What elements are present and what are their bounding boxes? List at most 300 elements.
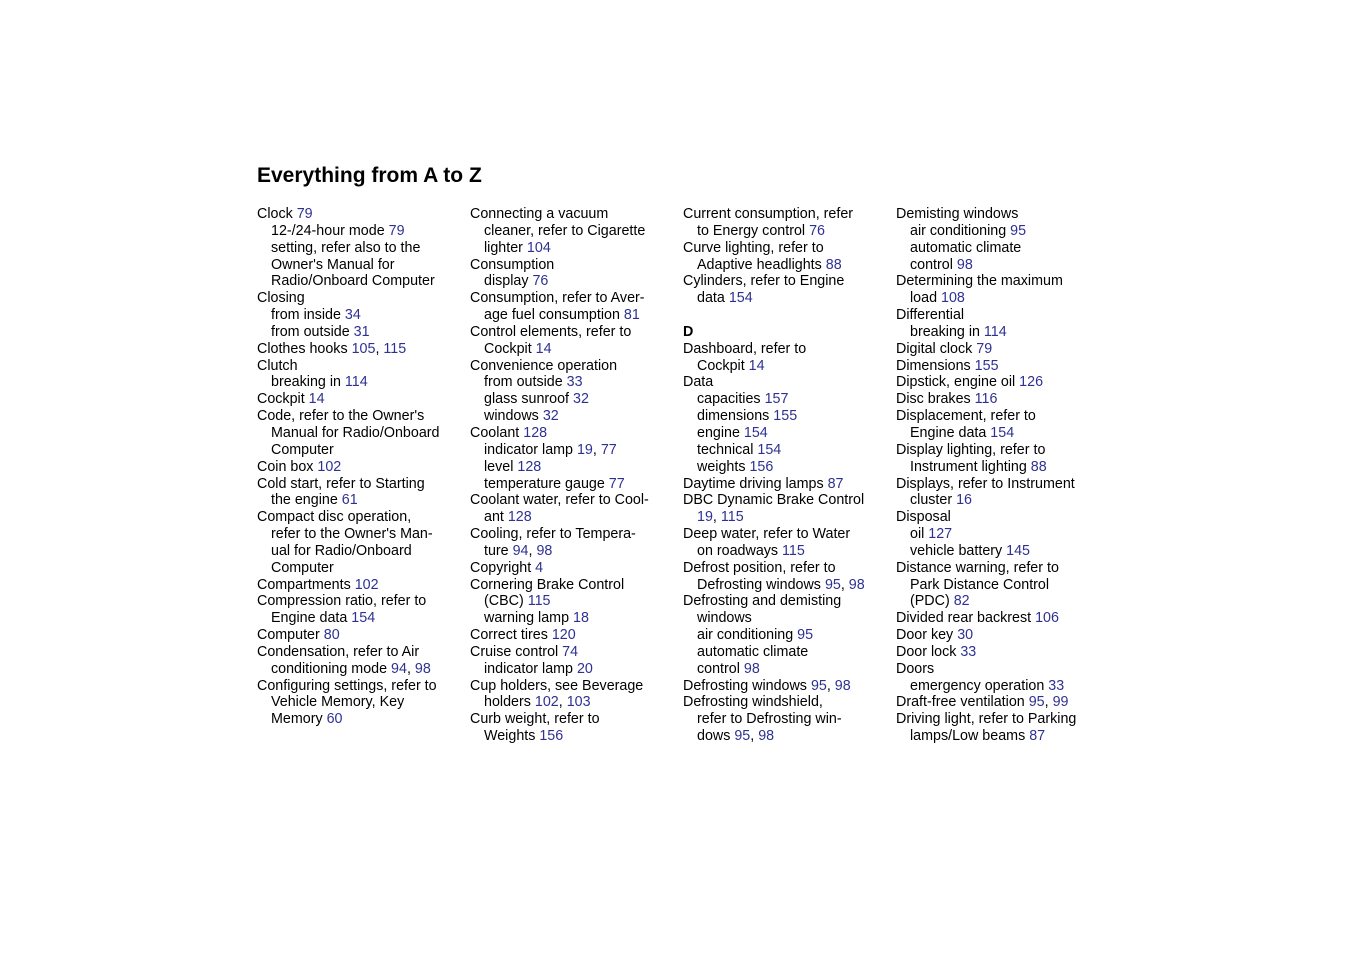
page-reference-link[interactable]: 98 [758,728,775,745]
page-reference-link[interactable]: 102 [534,694,559,711]
entry-text: Weights [484,728,540,745]
page-reference-link[interactable]: 4 [535,559,544,576]
entry-text: warning lamp [484,610,573,627]
index-subentry [683,711,888,728]
page-reference-link[interactable]: 120 [551,627,576,644]
entry-text: on roadways [697,542,783,559]
entry-text: Data [683,374,714,391]
page-reference-link[interactable]: 128 [517,458,542,475]
page-reference-link[interactable]: 103 [566,694,591,711]
entry-text: technical [697,441,758,458]
entry-text: from outside [271,323,354,340]
entry-text: Current consumption, refer [683,206,854,222]
section-letter-heading [683,324,888,341]
entry-text: Digital clock [896,340,977,357]
index-subentry [470,543,675,560]
ref-separator: , [558,694,567,711]
index-subentry [896,593,1101,610]
page-reference-link[interactable]: 33 [1048,677,1065,694]
page-reference-link[interactable]: 77 [608,475,625,492]
page-reference-link[interactable]: 157 [764,391,789,408]
index-subentry [257,273,462,290]
index-subentry [257,610,462,627]
page-reference-link[interactable]: 115 [383,340,407,357]
page-reference-link[interactable]: 32 [542,408,559,425]
entry-text: Dimensions [896,357,975,374]
page-reference-link[interactable]: 114 [344,374,368,391]
index-entry [470,678,675,695]
index-subentry [896,459,1101,476]
page-reference-link[interactable]: 95 [824,576,841,593]
index-subentry [257,711,462,728]
page-reference-link[interactable]: 102 [317,458,342,475]
page-reference-link[interactable]: 99 [1052,694,1069,711]
page-reference-link[interactable]: 155 [773,408,798,425]
page-reference-link[interactable]: 95 [1028,694,1045,711]
entry-text: conditioning mode [271,660,392,677]
entry-text: load [910,290,942,307]
entry-text: Clutch [257,357,298,374]
page-reference-link[interactable]: 95 [1010,222,1027,239]
index-subentry [683,223,888,240]
index-entry [257,408,462,425]
index-entry [896,711,1101,728]
entry-text: ture [484,542,513,559]
page-reference-link[interactable]: 18 [573,610,589,627]
index-subentry [896,526,1101,543]
entry-text: Vehicle Memory, Key [271,694,405,711]
index-entry [683,341,888,358]
ref-separator: , [750,728,759,745]
index-entry [257,678,462,695]
entry-text: lamps/Low beams [910,728,1030,745]
index-subentry [257,307,462,324]
index-subentry [257,374,462,391]
index-entry [896,476,1101,493]
index-entry [257,459,462,476]
entry-text: Door lock [896,643,961,660]
entry-text: Defrosting windows [697,576,825,593]
page-reference-link[interactable]: 19 [697,509,713,526]
entry-text: Computer [257,627,324,644]
index-entry [470,560,675,577]
ref-separator: , [406,660,415,677]
index-subentry [683,627,888,644]
entry-text: Cockpit [484,340,536,357]
index-entry [257,627,462,644]
entry-text: to Energy control [697,222,810,239]
entry-text: Differential [896,307,965,324]
entry-text: Curb weight, refer to [470,711,600,728]
page-reference-link[interactable]: 14 [308,391,325,408]
page-reference-link[interactable]: 126 [1019,374,1044,391]
entry-text: Display lighting, refer to [896,441,1046,458]
index-subentry [470,509,675,526]
entry-text: emergency operation [910,677,1049,694]
index-entry [896,273,1101,290]
entry-text: ant [484,509,508,526]
page-reference-link[interactable]: 114 [983,323,1007,340]
entry-text: Defrosting windows [683,677,811,694]
index-entry [683,694,888,711]
entry-text: Clothes hooks [257,340,352,357]
index-entry [257,391,462,408]
entry-text: dows [697,728,735,745]
entry-text: Code, refer to the Owner's [257,408,425,425]
page-reference-link[interactable]: 14 [535,340,552,357]
entry-text: Convenience operation [470,357,618,374]
page-reference-link[interactable]: 128 [523,424,548,441]
entry-text: glass sunroof [484,391,574,408]
entry-text: engine [697,424,744,441]
entry-text: ual for Radio/Onboard [271,542,412,559]
entry-text: cleaner, refer to Cigarette [484,222,646,239]
index-subentry [257,492,462,509]
index-entry [896,509,1101,526]
entry-text: Coolant water, refer to Cool- [470,492,649,509]
index-entry [683,240,888,257]
index-subentry [470,307,675,324]
page-reference-link[interactable]: 128 [507,509,532,526]
page-reference-link[interactable]: 95 [810,677,827,694]
index-subentry [257,223,462,240]
index-subentry [257,543,462,560]
entry-text: Disposal [896,509,951,526]
index-entry [896,610,1101,627]
page-reference-link[interactable]: 154 [757,441,782,458]
index-subentry [683,610,888,627]
entry-text: level [484,458,518,475]
page-reference-link[interactable]: 155 [974,357,999,374]
index-subentry [257,257,462,274]
index-subentry [683,728,888,745]
entry-text: Deep water, refer to Water [683,526,851,543]
page-reference-link[interactable]: 98 [834,677,851,694]
entry-text: Instrument lighting [910,458,1031,475]
index-subentry [470,391,675,408]
entry-text: Compression ratio, refer to [257,593,427,610]
page-reference-link[interactable]: 106 [1035,610,1059,627]
ref-separator: , [1044,694,1053,711]
entry-text: Engine data [910,424,991,441]
page-reference-link[interactable]: 77 [600,441,617,458]
index-entry [470,257,675,274]
entry-text: Displacement, refer to [896,408,1036,425]
index-column-4 [896,206,1101,745]
page-reference-link[interactable]: 98 [956,256,973,273]
page-reference-link[interactable]: 33 [566,374,583,391]
index-subentry [683,442,888,459]
index-entry [470,526,675,543]
page-reference-link[interactable]: 108 [941,290,965,307]
entry-text: oil [910,526,929,543]
page-reference-link[interactable]: 154 [743,424,768,441]
index-entry [683,374,888,391]
page-reference-link[interactable]: 79 [976,340,993,357]
page-reference-link[interactable]: 34 [344,307,361,324]
page-reference-link[interactable]: 76 [532,273,549,290]
index-entry [257,358,462,375]
entry-text: Engine data [271,610,352,627]
index-entry [896,206,1101,223]
entry-text: Adaptive headlights [697,256,826,273]
entry-text: refer to Defrosting win- [697,711,842,728]
index-subentry [470,459,675,476]
entry-text: capacities [697,391,765,408]
index-entry [896,644,1101,661]
entry-text: DBC Dynamic Brake Control [683,492,865,509]
entry-text: Correct tires [470,627,552,644]
index-subentry [257,526,462,543]
page-reference-link[interactable]: 79 [296,206,313,222]
index-subentry [257,442,462,459]
index-column-3 [683,206,888,745]
index-entry [896,307,1101,324]
entry-text: windows [484,408,543,425]
entry-text: age fuel consumption [484,307,624,324]
entry-text: Defrosting windshield, [683,694,823,711]
page-reference-link[interactable]: 116 [974,391,998,408]
index-subentry [683,644,888,661]
index-column-1 [257,206,462,728]
page-reference-link[interactable]: 20 [576,660,593,677]
page-reference-link[interactable]: 156 [749,458,774,475]
page-reference-link[interactable]: 87 [827,475,844,492]
page-reference-link[interactable]: 154 [728,290,753,307]
page-reference-link[interactable]: 61 [341,492,358,509]
page-reference-link[interactable]: 16 [956,492,972,509]
page-reference-link[interactable]: 32 [573,391,589,408]
index-subentry [683,425,888,442]
entry-text: automatic climate [697,643,809,660]
entry-text: air conditioning [697,627,798,644]
entry-text: lighter [484,239,527,256]
index-entry [470,358,675,375]
entry-text: Distance warning, refer to [896,559,1059,576]
page-reference-link[interactable]: 105 [351,340,376,357]
index-entry [896,694,1101,711]
entry-text: Computer [271,559,334,576]
index-subentry [683,391,888,408]
page-reference-link[interactable]: 14 [748,357,765,374]
entry-text: vehicle battery [910,542,1007,559]
entry-text: (PDC) [910,593,954,610]
entry-text: dimensions [697,408,774,425]
index-subentry [470,593,675,610]
ref-separator: , [826,677,835,694]
entry-text: Computer [271,441,334,458]
ref-separator: , [528,542,537,559]
entry-text: Coin box [257,458,318,475]
page-reference-link[interactable]: 82 [953,593,970,610]
entry-text: Consumption [470,256,555,273]
entry-text: Cylinders, refer to Engine [683,273,845,290]
page-reference-link[interactable]: 88 [825,256,842,273]
index-entry [896,341,1101,358]
entry-text: D [683,323,694,340]
page-reference-link[interactable]: 87 [1029,728,1046,745]
entry-text: 12-/24-hour mode [271,222,389,239]
index-subentry [470,273,675,290]
index-subentry [683,543,888,560]
index-subentry [896,223,1101,240]
index-entry [470,290,675,307]
index-subentry [257,240,462,257]
index-subentry [470,223,675,240]
entry-text: Condensation, refer to Air [257,643,420,660]
page-reference-link[interactable]: 33 [960,643,977,660]
page-reference-link[interactable]: 79 [388,222,405,239]
page-reference-link[interactable]: 19 [576,441,593,458]
index-subentry [470,408,675,425]
entry-text: Copyright [470,559,536,576]
entry-text: Driving light, refer to Parking [896,711,1077,728]
index-subentry [470,240,675,257]
page-reference-link[interactable]: 94 [391,660,407,677]
index-subentry [896,324,1101,341]
index-entry [470,577,675,594]
ref-separator: , [375,340,384,357]
page-reference-link[interactable]: 95 [797,627,814,644]
entry-text: Radio/Onboard Computer [271,273,435,290]
entry-text: Compact disc operation, [257,509,412,526]
index-subentry [683,509,888,526]
entry-text: Park Distance Control [910,576,1050,593]
index-entry [683,273,888,290]
page-reference-link[interactable]: 31 [353,323,370,340]
index-entry [896,661,1101,678]
index-subentry [470,442,675,459]
index-subentry [896,257,1101,274]
entry-text: setting, refer also to the [271,239,421,256]
index-subentry [470,610,675,627]
page-reference-link[interactable]: 104 [526,239,551,256]
page-reference-link[interactable]: 98 [848,576,865,593]
page-reference-link[interactable]: 154 [351,610,376,627]
index-column-2 [470,206,675,745]
page-title: Everything from A to Z [257,164,482,187]
index-subentry [257,425,462,442]
entry-text: Connecting a vacuum [470,206,609,222]
index-subentry [896,728,1101,745]
entry-text: Cold start, refer to Starting [257,475,425,492]
spacer [683,307,888,324]
page-reference-link[interactable]: 115 [782,542,805,559]
entry-text: Cruise control [470,643,563,660]
page-reference-link[interactable]: 94 [512,542,529,559]
entry-text: Closing [257,290,305,307]
page-reference-link[interactable]: 98 [414,660,431,677]
index-subentry [470,728,675,745]
entry-text: windows [697,610,752,627]
entry-text: Demisting windows [896,206,1019,222]
page-reference-link[interactable]: 154 [990,424,1015,441]
index-entry [896,391,1101,408]
index-entry [470,711,675,728]
entry-text: Door key [896,627,958,644]
ref-separator: , [592,441,601,458]
page-reference-link[interactable]: 115 [720,509,744,526]
index-entry [257,644,462,661]
index-subentry [896,492,1101,509]
page-reference-link[interactable]: 30 [957,627,974,644]
index-entry [683,560,888,577]
page-reference-link[interactable]: 74 [562,643,579,660]
entry-text: the engine [271,492,342,509]
page-reference-link[interactable]: 115 [527,593,551,610]
index-subentry [896,240,1101,257]
entry-text: data [697,290,729,307]
entry-text: Cornering Brake Control [470,576,625,593]
index-subentry [257,324,462,341]
entry-text: Draft-free ventilation [896,694,1029,711]
index-subentry [257,694,462,711]
index-entry [896,442,1101,459]
index-entry [683,526,888,543]
entry-text: breaking in [910,323,984,340]
entry-text: Daytime driving lamps [683,475,828,492]
index-subentry [683,459,888,476]
entry-text: air conditioning [910,222,1011,239]
entry-text: temperature gauge [484,475,609,492]
page-reference-link[interactable]: 98 [536,542,553,559]
page-reference-link[interactable]: 156 [539,728,564,745]
index-entry [896,560,1101,577]
index-subentry [896,577,1101,594]
entry-text: (CBC) [484,593,528,610]
index-entry [257,341,462,358]
index-entry [470,627,675,644]
index-entry [470,492,675,509]
entry-text: cluster [910,492,957,509]
page-reference-link[interactable]: 127 [928,526,953,543]
index-entry [257,476,462,493]
page-reference-link[interactable]: 60 [326,711,343,728]
index-entry [896,358,1101,375]
index-subentry [257,661,462,678]
index-subentry [470,374,675,391]
entry-text: weights [697,458,750,475]
index-subentry [683,257,888,274]
page-reference-link[interactable]: 95 [734,728,751,745]
entry-text: Compartments [257,576,355,593]
entry-text: refer to the Owner's Man- [271,526,433,543]
entry-text: Cup holders, see Beverage [470,677,644,694]
index-entry [683,593,888,610]
entry-text: holders [484,694,535,711]
page-reference-link[interactable]: 81 [623,307,640,324]
entry-text: Dashboard, refer to [683,340,807,357]
index-subentry [896,290,1101,307]
index-entry [470,206,675,223]
index-entry [896,374,1101,391]
page-reference-link[interactable]: 88 [1030,458,1047,475]
index-entry [896,627,1101,644]
entry-text: Cockpit [697,357,749,374]
page-reference-link[interactable]: 102 [354,576,379,593]
entry-text: Cockpit [257,391,309,408]
entry-text: Divided rear backrest [896,610,1036,627]
entry-text: Dipstick, engine oil [896,374,1020,391]
page-reference-link[interactable]: 76 [809,222,825,239]
index-subentry [896,543,1101,560]
page-reference-link[interactable]: 145 [1006,542,1031,559]
index-subentry [470,694,675,711]
entry-text: Determining the maximum [896,273,1063,290]
index-subentry [470,341,675,358]
page-reference-link[interactable]: 80 [323,627,340,644]
page-reference-link[interactable]: 98 [743,660,760,677]
